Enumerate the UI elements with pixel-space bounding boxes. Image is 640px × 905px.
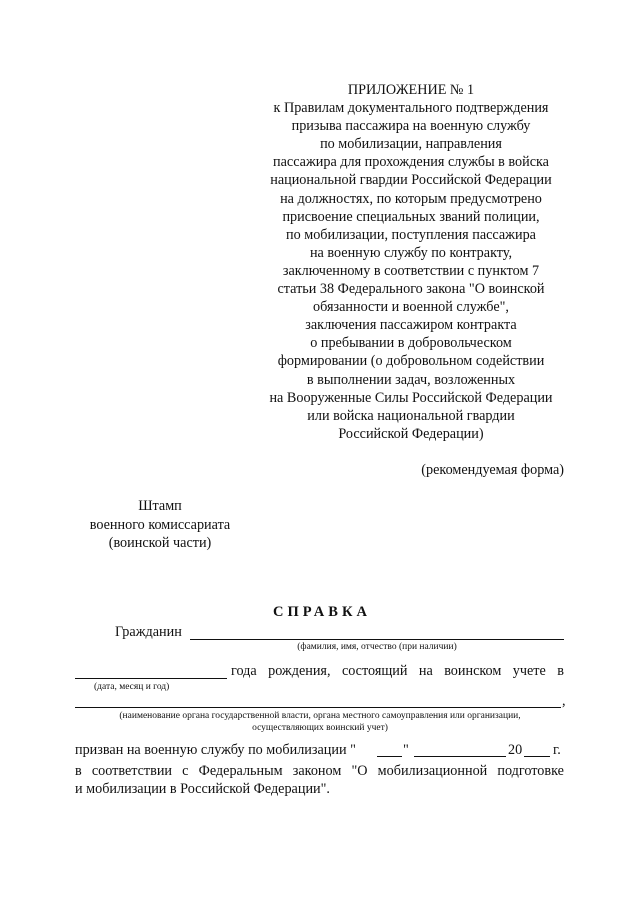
called-month-field[interactable] [414, 756, 506, 757]
birth-date-field[interactable] [75, 678, 227, 679]
called-year-prefix: 20 [508, 742, 523, 758]
appendix-line: призыва пассажира на военную службу [291, 118, 531, 135]
appendix-header [250, 81, 572, 443]
stamp-line: военного комиссариата [89, 516, 231, 533]
appendix-line: по мобилизации, направления [320, 136, 502, 153]
called-year-suffix: г. [553, 742, 561, 758]
birth-text-line [231, 663, 564, 680]
military-registration-org-field[interactable] [75, 707, 561, 708]
birth-word: состоящий [341, 663, 408, 679]
citizen-caption: (фамилия, имя, отчество (при наличии) [297, 642, 457, 652]
birth-word: воинском [444, 663, 502, 679]
org-caption-line2: осуществляющих воинский учет) [252, 723, 388, 733]
appendix-line: заключенному в соответствии с пунктом 7 [282, 262, 540, 279]
called-day-field[interactable] [377, 756, 402, 757]
law-word: законом [292, 763, 342, 779]
birth-word: учете [512, 663, 546, 679]
appendix-line: заключения пассажиром контракта [305, 317, 517, 334]
appendix-line: к Правилам документального подтверждения [273, 100, 549, 117]
org-comma: , [562, 693, 566, 709]
birth-word: рождения, [268, 663, 331, 679]
called-quote-close: " [403, 742, 409, 758]
appendix-line: пассажира для прохождения службы в войска [273, 154, 549, 171]
citizen-label: Гражданин [115, 624, 182, 640]
appendix-line: на военную службу по контракту, [309, 244, 513, 261]
called-prefix: призван на военную службу по мобилизации " [75, 742, 356, 758]
law-word: подготовке [497, 763, 564, 779]
law-line-2: и мобилизации в Российской Федерации". [75, 781, 330, 797]
law-word: с [182, 763, 189, 779]
law-word: "О [351, 763, 368, 779]
birth-word: года [231, 663, 257, 679]
appendix-line: национальной гвардии Российской Федерации [270, 172, 552, 189]
appendix-line: статьи 38 Федерального закона "О воинской [277, 281, 545, 298]
appendix-line: Российской Федерации) [338, 425, 484, 442]
org-caption-line1: (наименование органа государственной власти, органа местного самоуправления или организации, [119, 711, 521, 721]
document-title: СПРАВКА [273, 604, 371, 620]
appendix-line: или войска национальной гвардии [307, 407, 515, 424]
recommended-form-note: (рекомендуемая форма) [421, 462, 564, 478]
appendix-line: в выполнении задач, возложенных [306, 371, 516, 388]
appendix-line: присвоение специальных званий полиции, [282, 208, 540, 225]
birth-word: на [418, 663, 433, 679]
stamp-line: (воинской части) [108, 535, 212, 551]
law-word: Федеральным [198, 763, 283, 779]
citizen-name-field[interactable] [190, 639, 564, 640]
stamp-line: Штамп [138, 498, 182, 514]
appendix-line: на должностях, по которым предусмотрено [280, 190, 542, 207]
law-word: в [75, 763, 82, 779]
appendix-line: обязанности и военной службе", [313, 299, 509, 316]
law-word: мобилизационной [377, 763, 488, 779]
appendix-line: по мобилизации, поступления пассажира [286, 226, 536, 243]
law-line-1 [75, 763, 564, 780]
appendix-line: ПРИЛОЖЕНИЕ № 1 [347, 82, 475, 98]
birth-word: в [557, 663, 564, 679]
called-year-field[interactable] [524, 756, 550, 757]
law-word: соответствии [91, 763, 173, 779]
appendix-line: на Вооруженные Силы Российской Федерации [269, 389, 553, 406]
birth-caption: (дата, месяц и год) [94, 682, 170, 692]
stamp-block [70, 497, 250, 553]
appendix-line: формировании (о добровольном содействии [277, 353, 545, 370]
appendix-line: о пребывании в добровольческом [310, 335, 512, 352]
